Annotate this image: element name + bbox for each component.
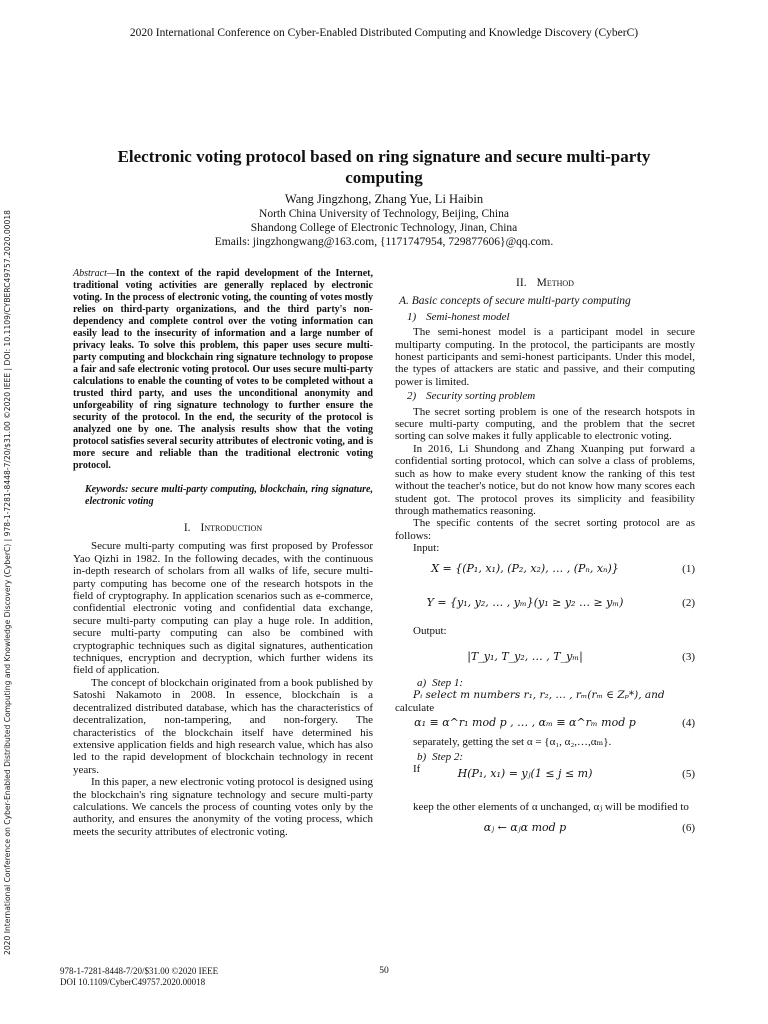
- intro-paragraph-3: In this paper, a new electronic voting protocol is designed using the blockchain's ring signature technology and secure multi-party calculations. We cancels the process of counting votes only by the authority, and ensures the anonymity of the voting process, which meets the security attributes of electronic voting.: [73, 776, 373, 838]
- section-heading-introduction: [73, 522, 373, 534]
- left-column: [73, 268, 373, 838]
- step-a-heading: [417, 677, 695, 689]
- equation-number: (6): [682, 821, 695, 834]
- if-label: If: [413, 762, 421, 775]
- equation-expression: Y = {y₁, y₂, … , yₘ}(y₁ ≥ y₂ … ≥ yₘ): [426, 595, 624, 609]
- keywords-lead: Keywords:: [85, 484, 129, 495]
- equation-expression: α₁ ≡ α^r₁ mod p , … , αₘ ≡ α^rₘ mod p: [414, 716, 636, 730]
- subsubsection-heading-1: [407, 311, 695, 323]
- section-number: II.: [516, 277, 527, 289]
- subsubsection-title: Semi-honest model: [426, 310, 510, 323]
- method-paragraph-2: The secret sorting problem is one of the research hotspots in secure multi-party computing, and the problem that the secret sorting can solve makes it fully applicable to electronic voting.: [395, 405, 695, 443]
- affiliation-1: North China University of Technology, Beijing, China: [259, 208, 509, 220]
- keywords: [73, 484, 373, 508]
- section-number: I.: [183, 522, 191, 534]
- author-block: [84, 192, 684, 249]
- output-label: Output:: [413, 624, 447, 637]
- subsubsection-heading-2: [407, 390, 695, 402]
- section-title: Method: [536, 277, 574, 289]
- step-a-line-3: separately, getting the set α = {α₁, α₂,…,αₘ}.: [413, 736, 612, 749]
- section-heading-method: [395, 277, 695, 289]
- equation-4: [395, 714, 695, 736]
- equation-expression: αⱼ ← αⱼα mod p: [483, 820, 567, 834]
- equation-2: [395, 589, 695, 619]
- abstract-lead: Abstract—: [73, 268, 116, 279]
- equation-number: (2): [682, 596, 695, 609]
- equation-number: (5): [682, 768, 695, 781]
- method-paragraph-1: The semi-honest model is a participant model in secure multiparty computing. In the protocol, the participants are mostly honest participants and semi-honest participants. Under this model, the types of attackers are static and passive, and their computing power is limited.: [395, 326, 695, 388]
- method-paragraph-4: The specific contents of the secret sorting protocol are as follows:: [395, 517, 695, 542]
- step-title: Step 1:: [432, 676, 464, 689]
- method-paragraph-5: keep the other elements of α unchanged, αⱼ will be modified to: [413, 801, 689, 814]
- subsubsection-number: 2): [407, 390, 417, 403]
- section-title: Introduction: [200, 522, 263, 534]
- equation-expression: X = {(P₁, x₁), (P₂, x₂), … , (Pₙ, xₙ)}: [431, 561, 619, 575]
- method-paragraph-3: In 2016, Li Shundong and Zhang Xuanping put forward a confidential sorting protocol, which can solve a class of problems, such as how to make every student know the ranking of this test without the teacher's notice, but do not know how many scores each student got. The protocol proves its simplicity and feasibility through mathematics reasoning.: [395, 442, 695, 517]
- subsection-heading-a: A. Basic concepts of secure multi-party computing: [399, 295, 631, 308]
- isbn-line: 978-1-7281-8448-7/20/$31.00 ©2020 IEEE: [60, 966, 219, 976]
- equation-number: (3): [682, 650, 695, 663]
- equation-3: [395, 637, 695, 675]
- intro-paragraph-2: The concept of blockchain originated from a book published by Satoshi Nakamoto in 2008. In essence, blockchain is a decentralized distributed database, which has the characteristics of decentralization, non-tampering, and non-forgery. The characteristics of the blockchain itself have determined his extensive application fields and high research value, which has also led to the rapid development of blockchain technology in recent years.: [73, 676, 373, 776]
- equation-expression: |T_y₁, T_y₂, … , T_yₘ|: [467, 649, 583, 663]
- equation-1: [395, 555, 695, 589]
- equation-6: [395, 814, 695, 844]
- doi-line: DOI 10.1109/CyberC49757.2020.00018: [60, 976, 206, 987]
- step-a-line-2: calculate: [395, 701, 435, 714]
- right-column: [395, 277, 695, 844]
- affiliation-2: Shandong College of Electronic Technology, Jinan, China: [250, 222, 518, 234]
- step-title: Step 2:: [432, 750, 464, 763]
- author-names: Wang Jingzhong, Zhang Yue, Li Haibin: [284, 192, 484, 206]
- intro-paragraph-1: Secure multi-party computing was first proposed by Professor Yao Qizhi in 1982. In the following decades, with the continuous in-depth research of scholars from all walks of life, secure multi-party computing has become one of the research hotspots in the field of cryptography. In application scenarios such as e-commerce, confidential electronic voting and confidential data exchange, secure multi-party computing can play a huge role. In addition, secure multi-party computing can also be combined with cryptographic techniques such as digital signatures, authentication techniques, encryption and decryption, which further widens its field of application.: [73, 540, 373, 677]
- equation-5: [395, 762, 695, 787]
- step-label: a): [417, 676, 427, 689]
- step-label: b): [417, 750, 427, 763]
- step-b-heading: [417, 751, 695, 763]
- subsubsection-title: Security sorting problem: [426, 390, 536, 403]
- abstract-text: In the context of the rapid development of the Internet, traditional voting activities are generally replaced by electronic voting. In the process of electronic voting, the counting of votes mostly relies on third-party organizations, and the third party's non-dependency and complete control over the voting information can easily lead to the insecurity of information and a large number of privacy leaks. To solve this problem, this paper uses secure multi-party computing and blockchain ring signature technology to propose a fair and safe electronic voting protocol. Our uses secure multi-party calculations to enable the counting of votes to be completed without a trusted third party, and uses the unconditional anonymity and unforgeability of ring signature technology to further ensure the security of the protocol. In the end, the security of the protocol is analyzed one by one. The analysis results show that the voting protocol satisfies several security attributes of electronic voting, and is more secure and reliable than the traditional electronic voting protocol.: [73, 268, 373, 471]
- conference-header: 2020 International Conference on Cyber-Enabled Distributed Computing and Knowledge Discovery (CyberC): [129, 27, 639, 39]
- equation-expression: H(P₁, x₁) = yⱼ(1 ≤ j ≤ m): [457, 767, 593, 781]
- equation-number: (1): [682, 562, 695, 575]
- abstract: [73, 268, 373, 472]
- paper-title: Electronic voting protocol based on ring signature and secure multi-party computing: [117, 147, 651, 187]
- side-identifier: 2020 International Conference on Cyber-Enabled Distributed Computing and Knowledge Discovery (CyberC) | 978-1-7281-8448-7/20/$31.00 ©2020 IEEE | DOI: 10.1109/CYBERC49757.2020.00018: [3, 210, 12, 955]
- page-number: 50: [379, 966, 389, 976]
- subsubsection-number: 1): [407, 310, 417, 323]
- keywords-text: secure multi-party computing, blockchain, ring signature, electronic voting: [85, 484, 373, 507]
- equation-number: (4): [682, 717, 695, 730]
- author-emails: Emails: jingzhongwang@163.com, {1171747954, 729877606}@qq.com.: [214, 236, 554, 248]
- input-label: Input:: [413, 542, 440, 555]
- step-a-line-1: Pᵢ select m numbers r₁, r₂, … , rₘ(rₘ ∈ Zₚ*), and: [413, 689, 665, 702]
